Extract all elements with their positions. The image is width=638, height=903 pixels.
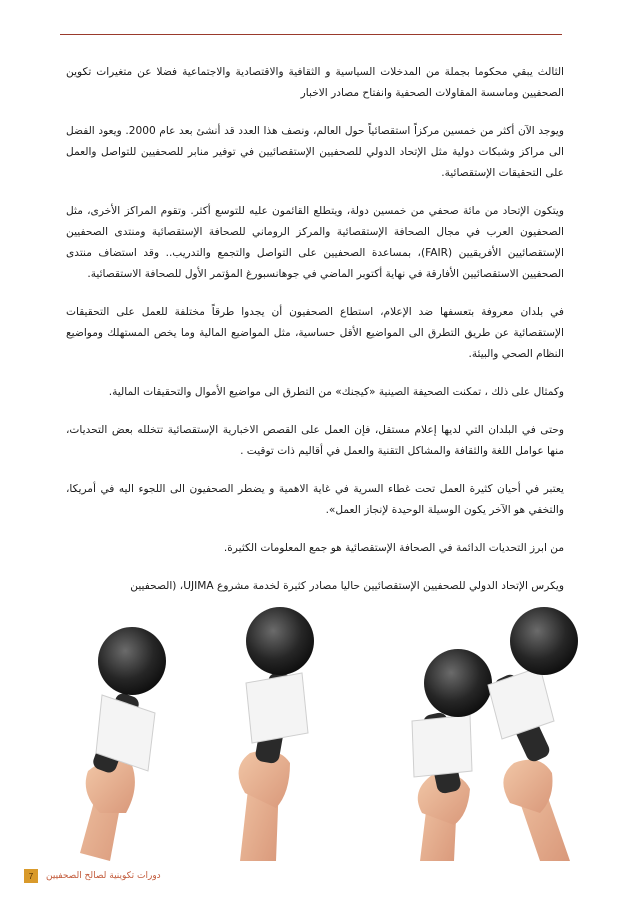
paragraph-2: ويوجد الآن أكثر من خمسين مركزاً استقصائياً حول العالم، ونصف هذا العدد قد أنشئ بعد عام 2000. ويعود الفضل الى مراكز وشبكات دولية مثل الإتحاد الدولي للصحفيين الإستقصائيين في توفير منابر للصحفيين للتواصل والعمل على التحقيقات الإستقصائية. [66, 125, 564, 179]
paragraph-4: في بلدان معروفة بتعسفها ضد الإعلام، استطاع الصحفيون أن يجدوا طرقاً مختلفة للعمل على التحقيقات الإستقصائية عن طريق التطرق الى المواضيع الأقل حساسية، مثل المواضيع المالية وما يخص المستهلك ومواضيع النظام الصحي والبيئة. [66, 306, 564, 360]
footer-title: دورات تكوينية لصالح الصحفيين [46, 871, 161, 881]
article-body [66, 62, 564, 614]
page-number: 7 [24, 869, 38, 883]
paragraph-6: وحتى في البلدان التي لديها إعلام مستقل، فإن العمل على القصص الاخبارية الإستقصائية تتخلله بعض التحديات، منها عوامل اللغة والثقافة والمشاكل التقنية والعمل في أقاليم ذات توقيت . [66, 424, 564, 457]
microphones-photo [40, 603, 600, 861]
paragraph-1: الثالث يبقي محكوما بجملة من المدخلات السياسية و الثقافية والاقتصادية والاجتماعية فضلا عن متغيرات تكوين الصحفيين وماسسة المقاولات الصحفية وانفتاح مصادر الاخبار [66, 66, 564, 99]
microphone-2 [239, 607, 314, 861]
paragraph-8: من ابرز التحديات الدائمة في الصحافة الإستقصائية هو جمع المعلومات الكثيرة. [223, 542, 564, 554]
paragraph-3: ويتكون الإتحاد من مائة صحفي من خمسين دولة، ويتطلع القائمون عليه للتوسع أكثر. وتقوم المراكز الأخرى، مثل الصحفيون العرب في مجال الصحافة الإستقصائية والمركز الروماني للصحافة الإستقصائية ومنتدى الصحفيين الإستقصائيين الأفريقيين (FAIR)، بمساعدة الصحفيين على التواصل والتجمع والتدريب.. وقد استضاف منتدى الصحفيين الاستقصائيين الأفارقة في نهاية أكتوبر الماضي في جوهانسبورغ المؤتمر الأول للصحافة الاستقصائية. [66, 205, 564, 280]
paragraph-9: ويكرس الإتحاد الدولي للصحفيين الإستقصائيين حاليا مصادر كثيرة لخدمة مشروع UJIMA، (الصحفيين [130, 580, 564, 592]
page-footer [24, 869, 161, 883]
microphone-4 [488, 607, 578, 861]
header-rule [60, 34, 562, 35]
microphone-1 [80, 627, 166, 861]
microphone-3 [412, 649, 492, 861]
paragraph-7: يعتبر في أحيان كثيرة العمل تحت غطاء السرية في غاية الاهمية و يضطر الصحفيون الى اللجوء اليه في أمريكا، والتخفي هو الآخر يكون الوسيلة الوحيدة لإنجاز العمل». [66, 483, 564, 516]
paragraph-5: وكمثال على ذلك ، تمكنت الصحيفة الصينية «كيجنك» من التطرق الى مواضيع الأموال والتحقيقات المالية. [108, 386, 564, 398]
